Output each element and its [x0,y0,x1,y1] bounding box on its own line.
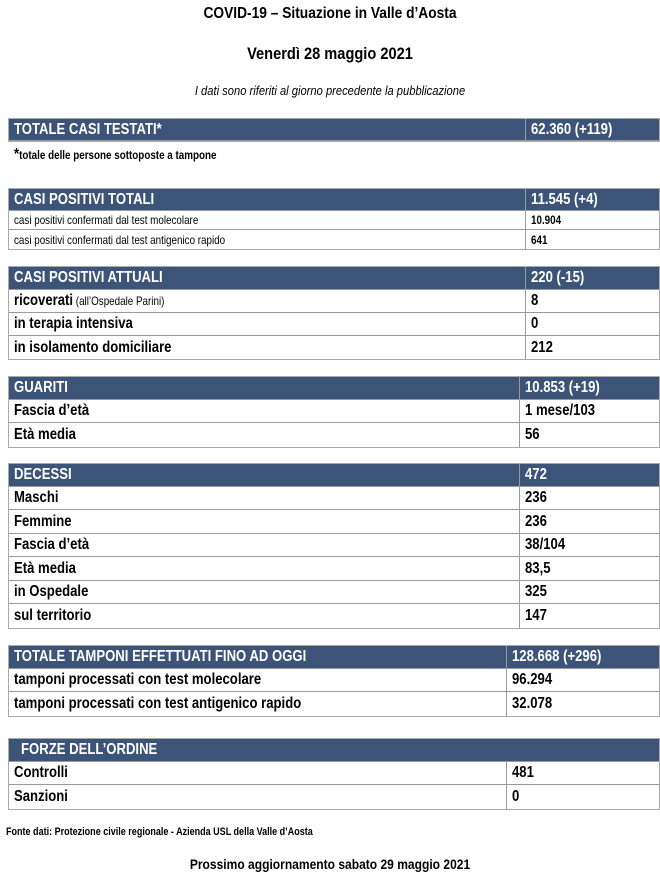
row-value: 0 [512,788,520,805]
row-value: 481 [512,764,534,781]
row-value: 236 [525,489,547,506]
row-label: Controlli [14,764,68,781]
table-row [9,785,659,809]
page-title: COVID-19 – Situazione in Valle d’Aosta [203,5,457,22]
row-value: 8 [531,292,539,309]
table-row [9,692,659,716]
data-note: I dati sono riferiti al giorno precedente la pubblicazione [194,83,466,98]
next-update: Prossimo aggiornamento sabato 29 maggio 2021 [189,856,471,872]
row-label: Età media [14,559,76,577]
row-label: casi positivi confermati dal test antigenico rapido [14,232,226,247]
table-row [9,336,659,359]
row-label: sul territorio [14,607,92,624]
row-value: 10.904 [531,213,562,227]
header-value: 11.545 (+4) [531,190,598,208]
header-label: CASI POSITIVI ATTUALI [14,269,163,286]
table-row [9,604,659,628]
header-row [9,739,659,762]
row-label: Età media [14,426,76,443]
table-row [9,211,659,230]
table-row [9,400,659,423]
header-label: CASI POSITIVI TOTALI [14,190,155,208]
row-value: 96.294 [512,671,553,688]
row-value: 325 [525,583,547,600]
header-value: 220 (-15) [531,269,585,286]
row-value: 1 mese/103 [525,402,596,419]
section-tamponi [8,645,660,717]
table-row [9,487,659,510]
row-label: in Ospedale [14,583,89,600]
header-row [9,646,659,669]
row-value: 38/104 [525,536,566,553]
table-row [9,581,659,604]
footnote: *totale delle persone sottoposte a tampone [14,146,217,163]
table-row [9,557,659,581]
header-row [9,267,659,290]
row-label: Femmine [14,512,72,530]
table-row [9,534,659,557]
row-value: 212 [531,338,553,356]
header-row [9,119,659,141]
row-value: 56 [525,426,540,443]
section-positivi-attuali [8,266,660,360]
row-label: Maschi [14,489,59,506]
header-label: TOTALE TAMPONI EFFETTUATI FINO AD OGGI [14,648,307,665]
data-source: Fonte dati: Protezione civile regionale - Azienda USL della Valle d’Aosta [6,826,313,838]
header-label: FORZE DELL’ORDINE [21,741,158,758]
row-value: 83,5 [525,559,551,577]
row-label: casi positivi confermati dal test molecolare [14,213,199,227]
table-row [9,423,659,447]
header-value: 472 [525,466,547,483]
table-row [9,290,659,313]
section-forze-ordine [8,738,660,810]
table-row [9,762,659,785]
row-value: 641 [531,232,548,247]
section-guariti [8,376,660,448]
section-totale-casi [8,118,660,142]
header-value: 10.853 (+19) [525,379,600,396]
section-positivi-totali [8,188,660,250]
header-row [9,464,659,487]
header-value: 62.360 (+119) [531,120,613,138]
header-row [9,189,659,211]
asterisk: * [156,120,162,138]
row-label: Sanzioni [14,788,68,805]
table-row [9,510,659,534]
header-label: GUARITI [14,379,68,396]
row-label: ricoverati [14,292,74,309]
table-row [9,230,659,249]
row-label: tamponi processati con test molecolare [14,671,262,688]
row-value: 236 [525,512,547,530]
section-decessi [8,463,660,629]
table-row [9,313,659,336]
header-value: 128.668 (+296) [512,648,602,665]
header-row [9,377,659,400]
row-label: in isolamento domiciliare [14,338,172,356]
header-label: DECESSI [14,466,72,483]
row-sublabel: (all’Ospedale Parini) [73,294,165,308]
row-label: tamponi processati con test antigenico rapido [14,695,302,712]
row-value: 32.078 [512,695,553,712]
row-label: in terapia intensiva [14,315,133,332]
report-date: Venerdì 28 maggio 2021 [247,44,413,63]
row-label: Fascia d’età [14,402,90,419]
table-row [9,669,659,692]
header-label: TOTALE CASI TESTATI [14,120,157,138]
row-value: 147 [525,607,547,624]
row-label: Fascia d’età [14,536,90,553]
row-value: 0 [531,315,539,332]
